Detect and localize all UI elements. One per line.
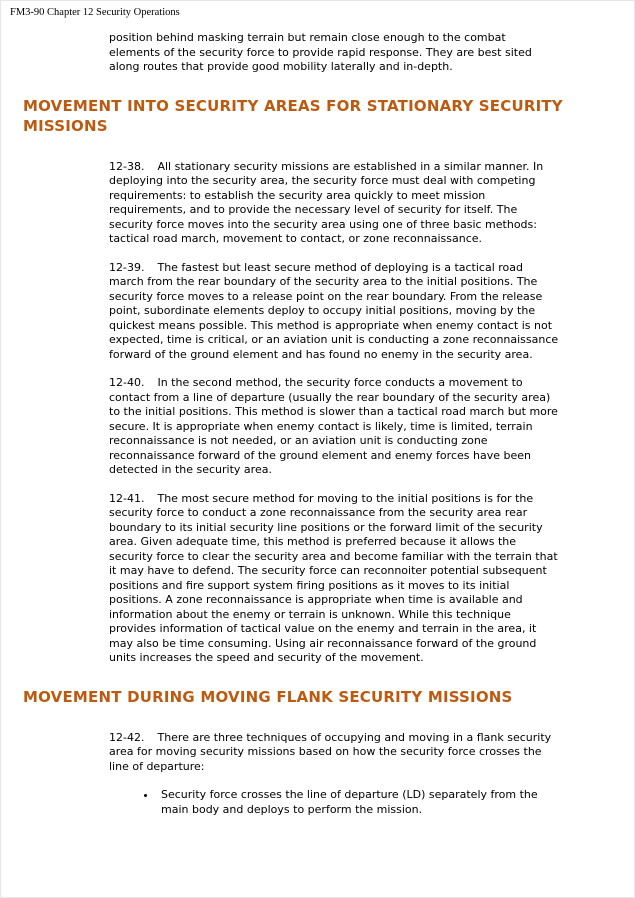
- paragraph-12-38: [109, 160, 560, 247]
- paragraph-12-41: [109, 492, 560, 666]
- paragraph-12-40: [109, 376, 560, 478]
- paragraph-text: There are three techniques of occupying and moving in a flank security area for moving security missions based on how the security force crosses the line of departure:: [109, 730, 552, 773]
- running-header: FM3-90 Chapter 12 Security Operations: [10, 7, 180, 18]
- paragraph-number: 12-41.: [109, 491, 145, 505]
- heading-movement-stationary-missions: MOVEMENT INTO SECURITY AREAS FOR STATIONARY SECURITY MISSIONS: [23, 96, 563, 135]
- paragraph-number: 12-40.: [109, 376, 145, 389]
- paragraph-12-42: [109, 731, 560, 775]
- paragraph-continuation: position behind masking terrain but remain close enough to the combat elements of the security force to provide rapid response. They are best sited along routes that provide good mobility laterally and in-depth.: [109, 31, 532, 73]
- list-item: • Security force crosses the line of departure (LD) separately from the main body and deploys to perform the mission.: [157, 788, 560, 817]
- paragraph-text: In the second method, the security force conducts a movement to contact from a line of departure (usually the rear boundary of the security area) to the initial positions. This method is slower than a tactical road march but more secure. It is appropriate when enemy contact is likely, time is limited, terrain reconnaissance is not needed, or an aviation unit is conducting zone reconnaissance forward of the ground element and enemy forces have been detected in the security area.: [109, 376, 558, 476]
- bullet-list: [141, 788, 560, 817]
- paragraph-number: 12-39.: [109, 260, 145, 274]
- paragraph-number: 12-42.: [109, 730, 145, 744]
- paragraph-number: 12-38.: [109, 159, 145, 173]
- heading-movement-moving-flank-missions: MOVEMENT DURING MOVING FLANK SECURITY MISSIONS: [23, 687, 513, 706]
- paragraph-text: All stationary security missions are established in a similar manner. In deploying into the security area, the security force must deal with competing requirements: to establish the security area quickly to meet mission requirements, and to provide the necessary level of security for itself. The security force moves into the security area using one of three basic methods: tactical road march, movement to contact, or zone reconnaissance.: [109, 159, 544, 245]
- paragraph-12-39: [109, 261, 560, 363]
- paragraph-text: The fastest but least secure method of deploying is a tactical road march from the rear boundary of the security area to the initial positions. The security force moves to a release point on the rear boundary. From the release point, subordinate elements deploy to occupy initial positions, moving by the quickest means possible. This method is appropriate when enemy contact is not expected, time is critical, or an aviation unit is conducting a zone reconnaissance forward of the ground element and has found no enemy in the security area.: [109, 260, 559, 361]
- paragraph-text: The most secure method for moving to the initial positions is for the security force to conduct a zone reconnaissance from the security area rear boundary to its initial security line positions or the forward limit of the security area. Given adequate time, this method is preferred because it allows the security force to clear the security area and become familiar with the terrain that it may have to defend. The security force can reconnoiter potential subsequent positions and fire support system firing positions as it moves to its initial positions. A zone reconnaissance is appropriate when time is available and information about the enemy or terrain is unknown. While this technique provides information of tactical value on the enemy and terrain in the area, it may also be time consuming. Using air reconnaissance forward of the ground units increases the speed and security of the movement.: [109, 491, 558, 664]
